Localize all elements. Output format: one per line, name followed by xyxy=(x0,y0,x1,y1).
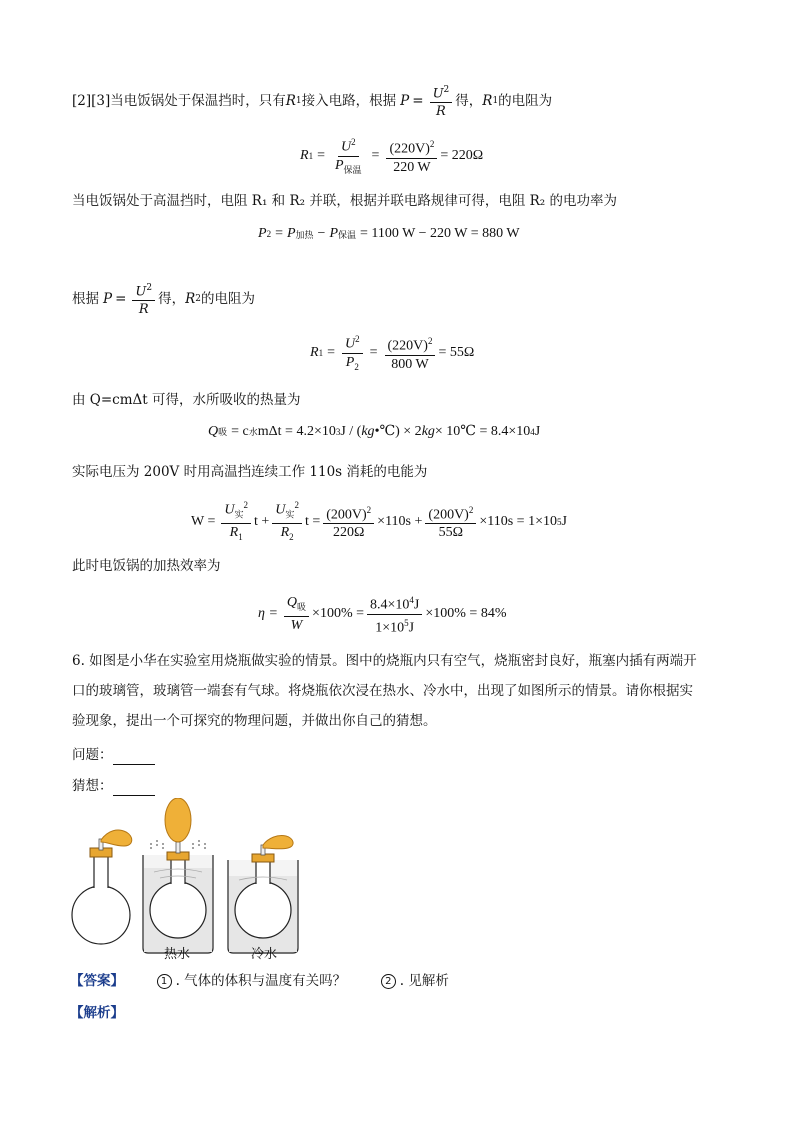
equation-heat xyxy=(208,423,540,440)
eq3-lhs: R xyxy=(310,345,319,361)
guess-field xyxy=(72,776,155,796)
square: 2 xyxy=(443,85,450,95)
eq5-u2-sub: 实 xyxy=(285,509,295,520)
eq5-u2-sq: 2 xyxy=(294,500,299,510)
p3-lead: 根据 xyxy=(72,291,99,308)
analysis-tag: 【解析】 xyxy=(70,1005,124,1021)
p1-lead: [2][3]当电饭锅处于保温挡时，只有 xyxy=(72,93,286,110)
r1b-sub: 1 xyxy=(492,96,499,107)
r1-sub: 1 xyxy=(295,96,302,107)
eq5-u2: U xyxy=(275,502,286,518)
eq6-den-exp: 5 xyxy=(404,617,409,628)
p3-formula xyxy=(132,280,155,318)
eq4-exp2: 4 xyxy=(530,426,535,437)
eq4-a: = c xyxy=(231,423,249,439)
question-label: 问题： xyxy=(72,747,113,763)
eq1-num2-sq: 2 xyxy=(429,139,435,150)
eq3-lhs-sub: 1 xyxy=(318,348,324,359)
eq6-den: 1×10 xyxy=(375,620,405,636)
question-6-line3: 验现象，提出一个可探究的物理问题，并做出你自己的猜想。 xyxy=(72,713,437,729)
p3-sq: 2 xyxy=(146,283,153,293)
eq5-n1-sq: 2 xyxy=(366,504,372,515)
eq5-exp: 5 xyxy=(556,516,562,527)
eq4-c: J / ( xyxy=(340,423,362,439)
eq6-den-unit: J xyxy=(408,620,415,636)
eq5-frac4 xyxy=(425,502,476,542)
answer-tag: 【答案】 xyxy=(70,973,124,989)
equation-r2: R 1 = $\frac{U^2}{P_2}$ = $\frac{(220V)^2}{800 W}$ = 55Ω xyxy=(310,331,474,375)
eq4-c-sub: 水 xyxy=(248,427,258,437)
eq4-q: Q xyxy=(208,423,219,439)
eq1-result: = 220Ω xyxy=(440,148,484,164)
eq5-n2: (200V) xyxy=(428,507,469,523)
eq1-lhs-sub: 1 xyxy=(308,151,314,162)
eq5-n2-sq: 2 xyxy=(468,504,474,515)
eq1-num1-sq: 2 xyxy=(351,137,356,147)
eq6-pct2: ×100% = 84% xyxy=(425,606,507,622)
eq5-m1: ×110s + xyxy=(377,513,423,529)
p3-p: P xyxy=(103,291,113,308)
eq6-frac2 xyxy=(367,592,422,636)
r1-symbol: R xyxy=(285,93,296,110)
answer-1: . 气体的体积与温度有关吗？ xyxy=(175,973,347,989)
eq5-frac1 xyxy=(221,497,251,546)
p3-after: 得， xyxy=(158,291,186,308)
eq3-den1: P xyxy=(345,354,355,370)
eq5-t2: t = xyxy=(304,513,321,529)
eq5-d1: 220Ω xyxy=(333,525,365,541)
eq3-result: = 55Ω xyxy=(438,345,475,361)
eq2-p2-sub: 2 xyxy=(266,229,272,239)
flask-experiment-figure xyxy=(68,798,313,967)
eq1-frac1 xyxy=(332,134,365,178)
eq2-p2: P xyxy=(258,226,267,241)
eq3-frac2 xyxy=(385,333,436,373)
eq5-t1: t + xyxy=(254,513,270,529)
eq4-kg1: kg xyxy=(361,423,375,439)
flask-in-cold-water xyxy=(228,835,298,953)
equation-energy xyxy=(191,497,567,546)
eq1-den1-sub: 保温 xyxy=(343,164,362,175)
question-6-line2: 口的玻璃管，玻璃管一端套有气球。将烧瓶依次浸在热水、冷水中，出现了如图所示的情景。请你根据实 xyxy=(72,683,693,699)
eq6-num-exp: 4 xyxy=(409,595,414,605)
equation-r1: R 1 = $\frac{U^2}{P_{保温}}$ = $\frac{(220V)^2}{220 W}$ = 220Ω xyxy=(300,134,483,178)
eq2-pa-sub: 加热 xyxy=(295,229,314,240)
eq1-num2: (220V) xyxy=(389,142,430,158)
eq2-pb-sub: 保温 xyxy=(338,229,357,240)
eq6-num-unit: J xyxy=(413,597,420,613)
eq5-u1-sq: 2 xyxy=(243,500,248,510)
eq1-den2: 220 W xyxy=(393,160,431,176)
paragraph-1: [2][3]当电饭锅处于保温挡时，只有 R 1 接入电路，根据 P = $\frac{U^2}{R}$ 得， R 1 的电阻为 xyxy=(72,82,552,120)
eq6-num: 8.4×10 xyxy=(370,597,410,613)
eq5-frac3 xyxy=(323,502,374,542)
paragraph-6: 此时电饭锅的加热效率为 xyxy=(72,558,221,574)
eq5-lhs: W = xyxy=(191,513,216,529)
p-symbol: P xyxy=(400,93,410,110)
question-field xyxy=(72,745,155,765)
eq4-exp1: 3 xyxy=(335,426,341,437)
paragraph-3: 根据 P = $\frac{U^2}{R}$ 得， R 2 的电阻为 xyxy=(72,280,255,318)
eq6-eta: η = xyxy=(258,606,278,622)
eq5-r1-sub: 1 xyxy=(238,532,243,543)
flask-in-air xyxy=(72,830,132,944)
eq2-pa: P xyxy=(286,226,296,241)
p1-tail: 的电阻为 xyxy=(498,93,553,110)
eq1-den1: P xyxy=(334,157,344,173)
eq5-r1: R xyxy=(229,525,239,541)
answer-number-2: 2 xyxy=(381,974,396,989)
eq3-frac1 xyxy=(342,331,363,375)
p3-r2: R xyxy=(185,291,196,308)
p3-r2-sub: 2 xyxy=(195,294,202,305)
eq3-num1: U xyxy=(344,336,356,352)
eq2-rest: = 1100 W − 220 W = 880 W xyxy=(360,226,520,241)
eq1-num1: U xyxy=(340,139,352,155)
cold-water-label: 冷水 xyxy=(251,947,278,962)
p3-r: R xyxy=(138,302,149,318)
equation-efficiency xyxy=(258,592,506,636)
answer-line xyxy=(70,971,449,991)
eq2-minus: − xyxy=(317,226,326,241)
r1b-symbol: R xyxy=(482,93,493,110)
answer-number-1: 1 xyxy=(157,974,172,989)
eq3-num2: (220V) xyxy=(387,339,428,355)
eq3-num2-sq: 2 xyxy=(427,336,433,347)
eq5-unit: J xyxy=(561,513,567,529)
flask-in-hot-water xyxy=(143,798,213,953)
answer-2: . 见解析 xyxy=(399,973,449,989)
eq5-r2: R xyxy=(280,525,290,541)
eq5-u1: U xyxy=(224,502,235,518)
question-6-line1: 6. 如图是小华在实验室用烧瓶做实验的情景。图中的烧瓶内只有空气，烧瓶密封良好，瓶塞内插有两端开 xyxy=(72,653,697,669)
eq6-q: Q xyxy=(286,595,298,611)
guess-blank[interactable] xyxy=(113,781,155,796)
question-blank[interactable] xyxy=(113,750,155,765)
eq4-kg2: kg xyxy=(421,423,435,439)
eq6-frac1 xyxy=(284,594,309,634)
p1-mid: 接入电路，根据 xyxy=(301,93,397,110)
paragraph-2: 当电饭锅处于高温挡时，电阻 R₁ 和 R₂ 并联，根据并联电路规律可得，电阻 R₂ 的电功率为 xyxy=(72,193,617,209)
eq4-f: J xyxy=(534,423,541,439)
eq1-frac2 xyxy=(386,136,437,176)
p3-tail: 的电阻为 xyxy=(201,291,256,308)
guess-label: 猜想： xyxy=(72,778,113,794)
hot-water-label: 热水 xyxy=(164,947,191,962)
eq3-den2: 800 W xyxy=(391,357,429,373)
p3-u: U xyxy=(135,284,147,300)
eq3-num1-sq: 2 xyxy=(355,334,360,344)
power-formula xyxy=(430,82,453,120)
eq2-eq: = xyxy=(275,226,283,241)
eq6-q-sub: 吸 xyxy=(297,602,307,613)
eq5-r2-sub: 2 xyxy=(289,532,294,543)
eq5-n1: (200V) xyxy=(326,507,367,523)
analysis-line xyxy=(70,1003,124,1023)
paragraph-5: 实际电压为 200V 时用高温挡连续工作 110s 消耗的电能为 xyxy=(72,464,428,480)
eq5-m2: ×110s = 1×10 xyxy=(479,513,557,529)
eq5-frac2 xyxy=(272,497,302,546)
eq4-e: × 10℃ = 8.4×10 xyxy=(434,424,531,439)
eq6-pct1: ×100% = xyxy=(312,606,364,622)
eq5-u1-sub: 实 xyxy=(234,509,244,520)
eq4-q-sub: 吸 xyxy=(218,427,228,437)
eq2-pb: P xyxy=(329,226,339,241)
r-symbol: R xyxy=(436,104,446,120)
eq5-d2: 55Ω xyxy=(438,525,464,541)
paragraph-4: 由 Q=cmΔt 可得，水所吸收的热量为 xyxy=(72,392,301,408)
equation-p2 xyxy=(258,226,520,242)
eq1-lhs: R xyxy=(300,148,309,164)
flask-illustration xyxy=(68,798,313,963)
eq3-den1-sub: 2 xyxy=(354,361,359,372)
u-symbol: U xyxy=(432,86,444,102)
eq6-w: W xyxy=(290,618,303,634)
eq4-b: mΔt = 4.2×10 xyxy=(257,423,336,439)
p1-after: 得， xyxy=(455,93,483,110)
eq4-d: •℃) × 2 xyxy=(374,424,422,439)
